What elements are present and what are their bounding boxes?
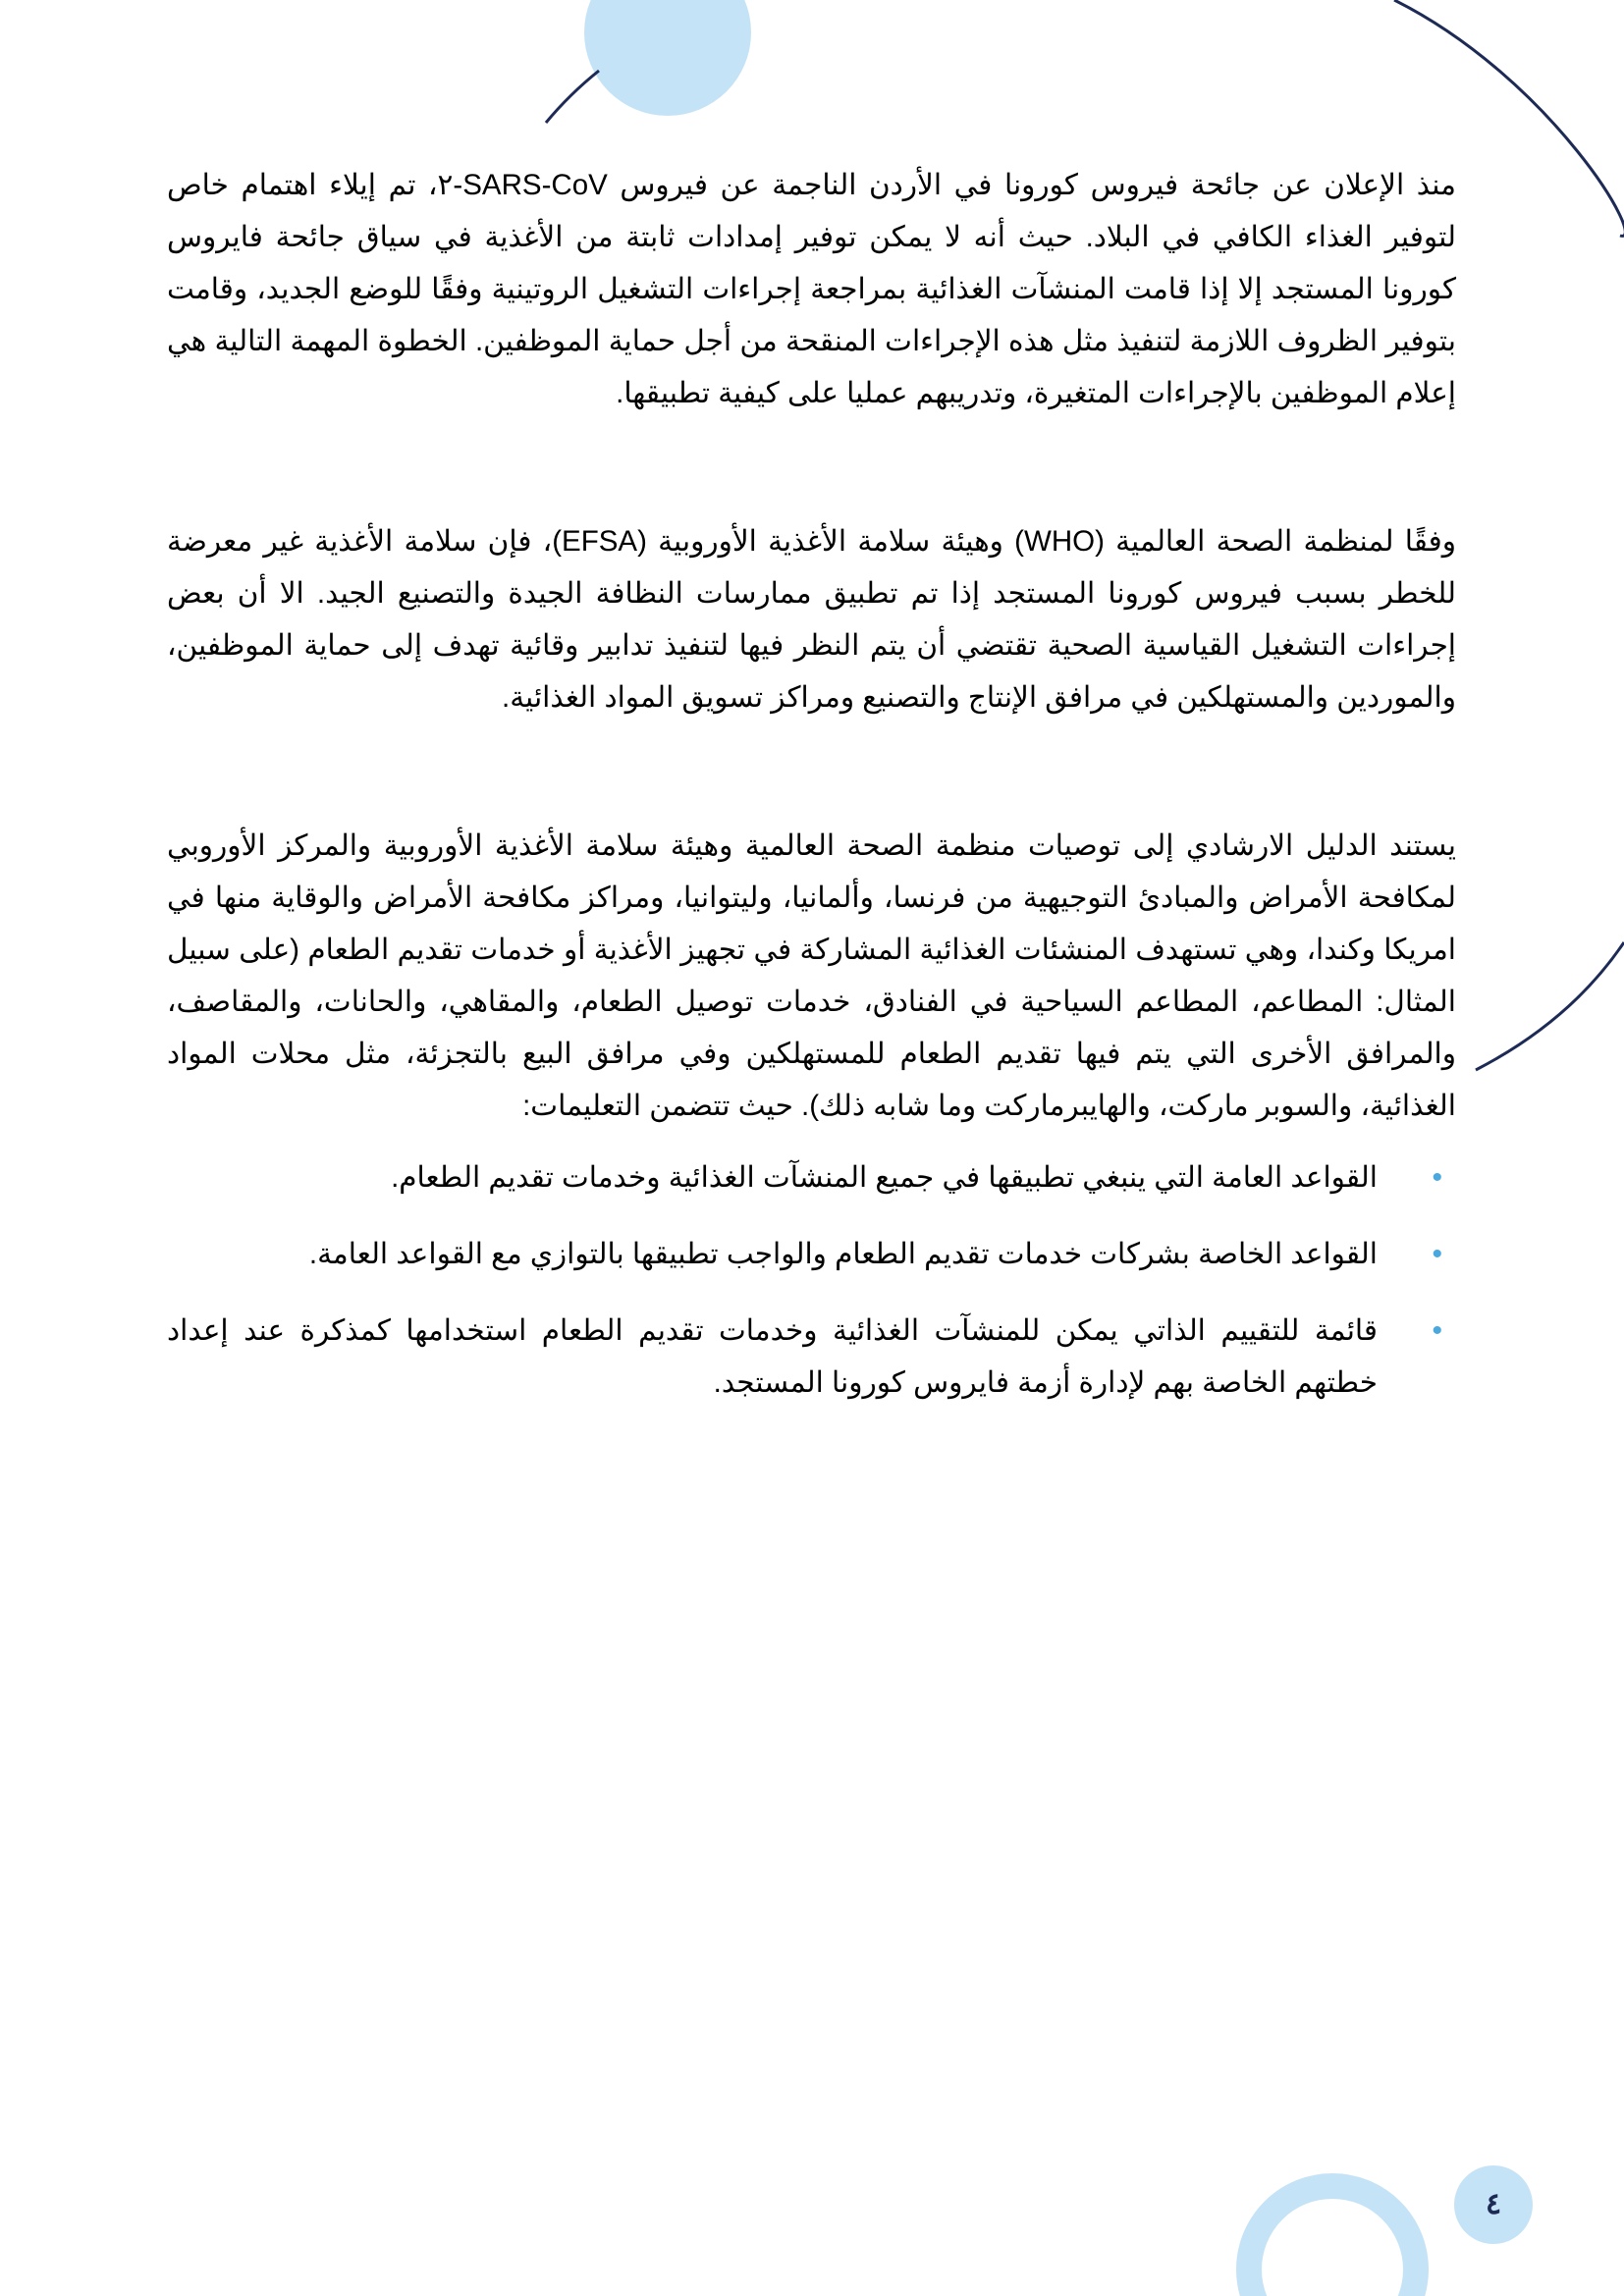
list-item-text: قائمة للتقييم الذاتي يمكن للمنشآت الغذائية وخدمات تقديم الطعام استخدامها كمذكرة عند إعداد خطتهم الخاصة بهم لإدارة أزمة فايروس كورونا المستجد. xyxy=(167,1314,1378,1399)
page-number: ٤ xyxy=(1454,2165,1533,2244)
bullet-icon: • xyxy=(1432,1238,1442,1270)
right-decor-arc-lower xyxy=(1476,942,1624,1070)
paragraph-text: وفقًا لمنظمة الصحة العالمية (WHO) وهيئة سلامة الأغذية الأوروبية (EFSA)، فإن سلامة الأغذية غير معرضة للخطر بسبب فيروس كورونا المستجد إذا تم تطبيق ممارسات النظافة الجيدة والتصنيع الجيد. الا أن بعض إجراءات التشغيل القياسية الصحية تقتضي أن يتم النظر فيها لتنفيذ تدابير وقائية تهدف إلى حماية الموظفين، والموردين والمستهلكين في مرافق الإنتاج والتصنيع ومراكز تسويق المواد الغذائية. xyxy=(167,525,1456,714)
guide-basis-paragraph xyxy=(167,820,1456,1132)
intro-paragraph xyxy=(167,159,1456,419)
top-decor-circle xyxy=(584,0,751,116)
paragraph-text: منذ الإعلان عن جائحة فيروس كورونا في الأردن الناجمة عن فيروس SARS-CoV-٢، تم إيلاء اهتمام خاص لتوفير الغذاء الكافي في البلاد. حيث أنه لا يمكن توفير إمدادات ثابتة من الأغذية في سياق جائحة فايروس كورونا المستجد إلا إذا قامت المنشآت الغذائية بمراجعة إجراءات التشغيل الروتينية وفقًا للوضع الجديد، وقامت بتوفير الظروف اللازمة لتنفيذ مثل هذه الإجراءات المنقحة من أجل حماية الموظفين. الخطوة المهمة التالية هي إعلام الموظفين بالإجراءات المتغيرة، وتدريبهم عمليا على كيفية تطبيقها. xyxy=(167,169,1456,409)
bottom-decor-ring xyxy=(1249,2186,1416,2296)
list-item-text: القواعد الخاصة بشركات خدمات تقديم الطعام والواجب تطبيقها بالتوازي مع القواعد العامة. xyxy=(308,1238,1378,1270)
bullet-icon: • xyxy=(1432,1161,1442,1194)
bullet-icon: • xyxy=(1432,1314,1442,1347)
paragraph-text: يستند الدليل الارشادي إلى توصيات منظمة الصحة العالمية وهيئة سلامة الأغذية الأوروبية والمركز الأوروبي لمكافحة الأمراض والمبادئ التوجيهية من فرنسا، وألمانيا، وليتوانيا، ومراكز مكافحة الأمراض والوقاية منها في امريكا وكندا، وهي تستهدف المنشئات الغذائية المشاركة في تجهيز الأغذية أو خدمات تقديم الطعام (على سبيل المثال: المطاعم، المطاعم السياحية في الفنادق، خدمات توصيل الطعام، والمقاهي، والحانات، والمقاصف، والمرافق الأخرى التي يتم فيها تقديم الطعام للمستهلكين وفي مرافق البيع بالتجزئة، مثل محلات المواد الغذائية، والسوبر ماركت، والهايبرماركت وما شابه ذلك). حيث تتضمن التعليمات: xyxy=(167,829,1456,1122)
who-efsa-paragraph xyxy=(167,515,1456,723)
instructions-list xyxy=(167,1151,1456,1433)
list-item-text: القواعد العامة التي ينبغي تطبيقها في جميع المنشآت الغذائية وخدمات تقديم الطعام. xyxy=(391,1161,1378,1194)
top-decor-arc xyxy=(546,71,599,123)
list-item xyxy=(167,1228,1456,1280)
list-item xyxy=(167,1151,1456,1203)
list-item xyxy=(167,1305,1456,1409)
